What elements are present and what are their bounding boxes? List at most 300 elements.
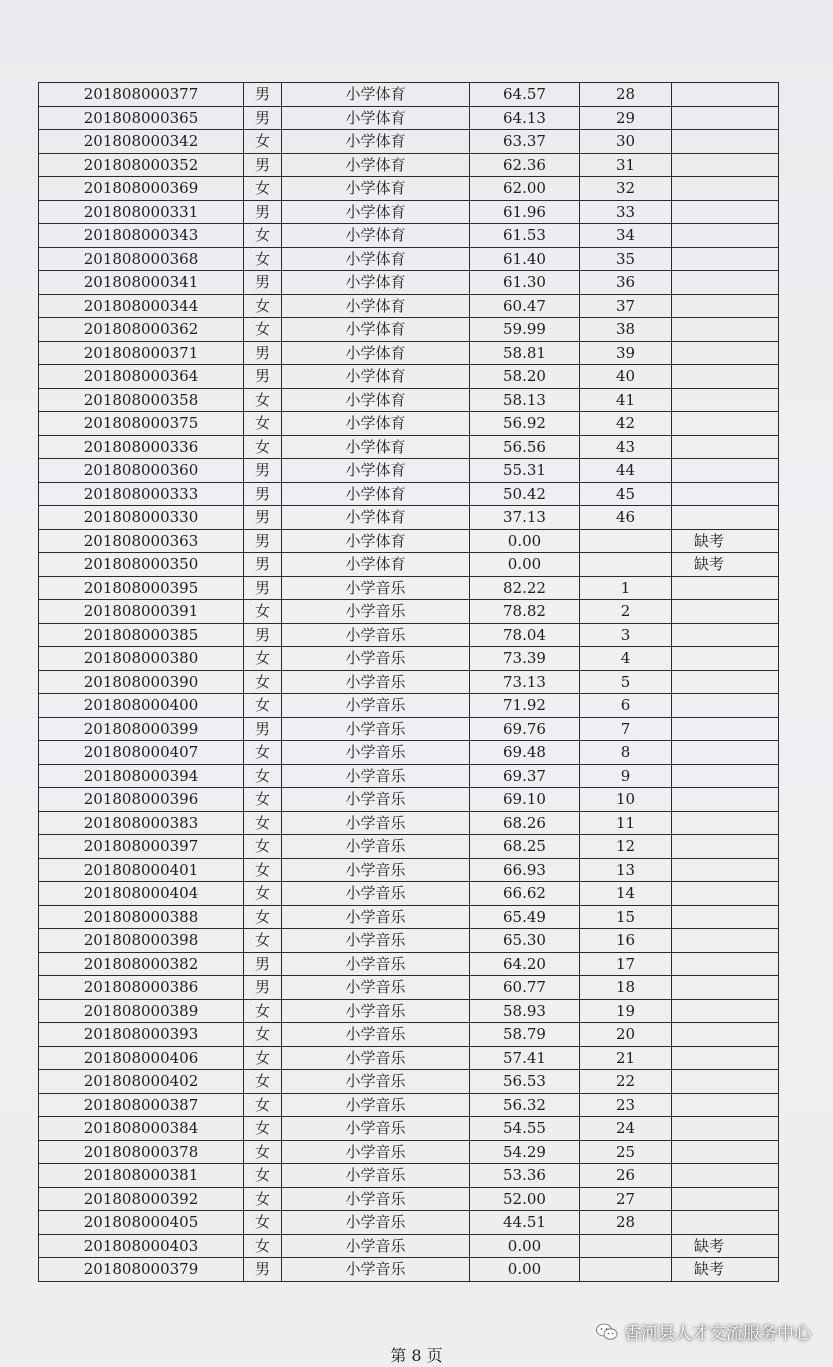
rank-cell: 7 xyxy=(580,717,672,741)
candidate-id-cell: 201808000407 xyxy=(39,741,244,765)
rank-cell: 26 xyxy=(580,1164,672,1188)
rank-cell: 16 xyxy=(580,929,672,953)
remark-cell xyxy=(672,623,779,647)
sex-cell: 女 xyxy=(244,999,282,1023)
score-table xyxy=(38,82,779,1282)
subject-cell: 小学音乐 xyxy=(282,1070,470,1094)
candidate-id-cell: 201808000342 xyxy=(39,130,244,154)
rank-cell xyxy=(580,1258,672,1282)
subject-cell: 小学音乐 xyxy=(282,576,470,600)
rank-cell: 12 xyxy=(580,835,672,859)
sex-cell: 女 xyxy=(244,858,282,882)
candidate-id-cell: 201808000381 xyxy=(39,1164,244,1188)
sex-cell: 女 xyxy=(244,835,282,859)
rank-cell xyxy=(580,1234,672,1258)
subject-cell: 小学音乐 xyxy=(282,835,470,859)
score-cell: 65.30 xyxy=(470,929,580,953)
candidate-id-cell: 201808000362 xyxy=(39,318,244,342)
remark-cell xyxy=(672,1046,779,1070)
score-cell: 69.37 xyxy=(470,764,580,788)
rank-cell: 14 xyxy=(580,882,672,906)
table-row xyxy=(39,106,779,130)
score-cell: 60.47 xyxy=(470,294,580,318)
score-cell: 61.40 xyxy=(470,247,580,271)
score-cell: 61.53 xyxy=(470,224,580,248)
remark-cell xyxy=(672,929,779,953)
rank-cell: 15 xyxy=(580,905,672,929)
subject-cell: 小学体育 xyxy=(282,341,470,365)
rank-cell: 38 xyxy=(580,318,672,342)
subject-cell: 小学音乐 xyxy=(282,647,470,671)
candidate-id-cell: 201808000343 xyxy=(39,224,244,248)
sex-cell: 女 xyxy=(244,294,282,318)
remark-cell xyxy=(672,1164,779,1188)
candidate-id-cell: 201808000387 xyxy=(39,1093,244,1117)
remark-cell xyxy=(672,318,779,342)
score-cell: 0.00 xyxy=(470,1234,580,1258)
remark-cell xyxy=(672,858,779,882)
candidate-id-cell: 201808000358 xyxy=(39,388,244,412)
table-row xyxy=(39,200,779,224)
table-row xyxy=(39,365,779,389)
subject-cell: 小学体育 xyxy=(282,153,470,177)
rank-cell: 42 xyxy=(580,412,672,436)
table-body xyxy=(39,83,779,1282)
sex-cell: 女 xyxy=(244,1046,282,1070)
sex-cell: 女 xyxy=(244,1117,282,1141)
table-row xyxy=(39,1234,779,1258)
table-row xyxy=(39,435,779,459)
remark-cell xyxy=(672,506,779,530)
candidate-id-cell: 201808000390 xyxy=(39,670,244,694)
score-cell: 0.00 xyxy=(470,529,580,553)
score-cell: 66.62 xyxy=(470,882,580,906)
rank-cell: 4 xyxy=(580,647,672,671)
score-cell: 37.13 xyxy=(470,506,580,530)
table-row xyxy=(39,858,779,882)
sex-cell: 女 xyxy=(244,1093,282,1117)
subject-cell: 小学音乐 xyxy=(282,764,470,788)
remark-cell xyxy=(672,83,779,107)
remark-cell xyxy=(672,1140,779,1164)
candidate-id-cell: 201808000393 xyxy=(39,1023,244,1047)
rank-cell: 3 xyxy=(580,623,672,647)
rank-cell: 28 xyxy=(580,1211,672,1235)
sex-cell: 女 xyxy=(244,811,282,835)
remark-cell: 缺考 xyxy=(672,553,779,577)
score-cell: 61.30 xyxy=(470,271,580,295)
candidate-id-cell: 201808000384 xyxy=(39,1117,244,1141)
subject-cell: 小学音乐 xyxy=(282,1234,470,1258)
subject-cell: 小学音乐 xyxy=(282,1140,470,1164)
candidate-id-cell: 201808000399 xyxy=(39,717,244,741)
table-row xyxy=(39,670,779,694)
subject-cell: 小学音乐 xyxy=(282,600,470,624)
sex-cell: 女 xyxy=(244,1023,282,1047)
subject-cell: 小学音乐 xyxy=(282,623,470,647)
candidate-id-cell: 201808000395 xyxy=(39,576,244,600)
table-row xyxy=(39,294,779,318)
sex-cell: 男 xyxy=(244,106,282,130)
sex-cell: 男 xyxy=(244,506,282,530)
subject-cell: 小学体育 xyxy=(282,224,470,248)
table-row xyxy=(39,929,779,953)
score-cell: 54.55 xyxy=(470,1117,580,1141)
sex-cell: 男 xyxy=(244,83,282,107)
candidate-id-cell: 201808000364 xyxy=(39,365,244,389)
candidate-id-cell: 201808000394 xyxy=(39,764,244,788)
candidate-id-cell: 201808000404 xyxy=(39,882,244,906)
rank-cell: 10 xyxy=(580,788,672,812)
remark-cell xyxy=(672,952,779,976)
table-row xyxy=(39,412,779,436)
subject-cell: 小学音乐 xyxy=(282,999,470,1023)
remark-cell: 缺考 xyxy=(672,1258,779,1282)
subject-cell: 小学体育 xyxy=(282,247,470,271)
subject-cell: 小学音乐 xyxy=(282,1046,470,1070)
table-row xyxy=(39,482,779,506)
watermark-text: 香河县人才交流服务中心 xyxy=(624,1324,811,1344)
page-number: 第 8 页 xyxy=(390,1346,443,1365)
table-row xyxy=(39,905,779,929)
sex-cell: 男 xyxy=(244,717,282,741)
sex-cell: 女 xyxy=(244,1140,282,1164)
score-cell: 56.56 xyxy=(470,435,580,459)
sex-cell: 男 xyxy=(244,952,282,976)
sex-cell: 女 xyxy=(244,412,282,436)
wechat-icon xyxy=(596,1323,618,1341)
remark-cell xyxy=(672,1023,779,1047)
sex-cell: 男 xyxy=(244,271,282,295)
candidate-id-cell: 201808000397 xyxy=(39,835,244,859)
remark-cell: 缺考 xyxy=(672,1234,779,1258)
subject-cell: 小学音乐 xyxy=(282,1023,470,1047)
table-row xyxy=(39,1093,779,1117)
candidate-id-cell: 201808000401 xyxy=(39,858,244,882)
subject-cell: 小学音乐 xyxy=(282,1211,470,1235)
score-cell: 44.51 xyxy=(470,1211,580,1235)
subject-cell: 小学音乐 xyxy=(282,929,470,953)
rank-cell: 44 xyxy=(580,459,672,483)
subject-cell: 小学体育 xyxy=(282,482,470,506)
rank-cell: 34 xyxy=(580,224,672,248)
sex-cell: 女 xyxy=(244,130,282,154)
remark-cell xyxy=(672,1070,779,1094)
score-cell: 68.26 xyxy=(470,811,580,835)
score-cell: 52.00 xyxy=(470,1187,580,1211)
subject-cell: 小学音乐 xyxy=(282,811,470,835)
sex-cell: 女 xyxy=(244,224,282,248)
candidate-id-cell: 201808000391 xyxy=(39,600,244,624)
table-row xyxy=(39,130,779,154)
candidate-id-cell: 201808000389 xyxy=(39,999,244,1023)
candidate-id-cell: 201808000341 xyxy=(39,271,244,295)
table-row xyxy=(39,952,779,976)
remark-cell xyxy=(672,412,779,436)
remark-cell xyxy=(672,435,779,459)
subject-cell: 小学体育 xyxy=(282,388,470,412)
sex-cell: 女 xyxy=(244,882,282,906)
subject-cell: 小学音乐 xyxy=(282,976,470,1000)
sex-cell: 女 xyxy=(244,905,282,929)
subject-cell: 小学体育 xyxy=(282,365,470,389)
table-row xyxy=(39,83,779,107)
subject-cell: 小学音乐 xyxy=(282,952,470,976)
candidate-id-cell: 201808000392 xyxy=(39,1187,244,1211)
score-cell: 60.77 xyxy=(470,976,580,1000)
table-row xyxy=(39,224,779,248)
table-row xyxy=(39,247,779,271)
score-cell: 71.92 xyxy=(470,694,580,718)
remark-cell xyxy=(672,388,779,412)
score-cell: 61.96 xyxy=(470,200,580,224)
subject-cell: 小学体育 xyxy=(282,412,470,436)
candidate-id-cell: 201808000368 xyxy=(39,247,244,271)
remark-cell xyxy=(672,271,779,295)
score-cell: 78.82 xyxy=(470,600,580,624)
rank-cell: 17 xyxy=(580,952,672,976)
rank-cell: 9 xyxy=(580,764,672,788)
score-cell: 58.93 xyxy=(470,999,580,1023)
sex-cell: 女 xyxy=(244,1070,282,1094)
sex-cell: 男 xyxy=(244,200,282,224)
rank-cell: 1 xyxy=(580,576,672,600)
score-cell: 82.22 xyxy=(470,576,580,600)
candidate-id-cell: 201808000344 xyxy=(39,294,244,318)
score-cell: 56.32 xyxy=(470,1093,580,1117)
score-cell: 62.36 xyxy=(470,153,580,177)
remark-cell xyxy=(672,1187,779,1211)
table-row xyxy=(39,1187,779,1211)
remark-cell xyxy=(672,459,779,483)
rank-cell xyxy=(580,529,672,553)
table-row xyxy=(39,788,779,812)
candidate-id-cell: 201808000400 xyxy=(39,694,244,718)
rank-cell xyxy=(580,553,672,577)
candidate-id-cell: 201808000365 xyxy=(39,106,244,130)
score-cell: 0.00 xyxy=(470,1258,580,1282)
score-cell: 62.00 xyxy=(470,177,580,201)
candidate-id-cell: 201808000379 xyxy=(39,1258,244,1282)
score-cell: 53.36 xyxy=(470,1164,580,1188)
score-cell: 64.20 xyxy=(470,952,580,976)
rank-cell: 31 xyxy=(580,153,672,177)
subject-cell: 小学体育 xyxy=(282,271,470,295)
sex-cell: 男 xyxy=(244,341,282,365)
remark-cell xyxy=(672,835,779,859)
table-row xyxy=(39,1164,779,1188)
candidate-id-cell: 201808000380 xyxy=(39,647,244,671)
watermark xyxy=(596,1319,811,1344)
subject-cell: 小学音乐 xyxy=(282,858,470,882)
candidate-id-cell: 201808000385 xyxy=(39,623,244,647)
candidate-id-cell: 201808000360 xyxy=(39,459,244,483)
table-row xyxy=(39,694,779,718)
sex-cell: 男 xyxy=(244,976,282,1000)
sex-cell: 女 xyxy=(244,741,282,765)
table-row xyxy=(39,1211,779,1235)
subject-cell: 小学音乐 xyxy=(282,670,470,694)
score-cell: 66.93 xyxy=(470,858,580,882)
sex-cell: 女 xyxy=(244,1164,282,1188)
score-cell: 50.42 xyxy=(470,482,580,506)
rank-cell: 37 xyxy=(580,294,672,318)
sex-cell: 女 xyxy=(244,435,282,459)
remark-cell xyxy=(672,482,779,506)
rank-cell: 30 xyxy=(580,130,672,154)
remark-cell xyxy=(672,788,779,812)
rank-cell: 29 xyxy=(580,106,672,130)
rank-cell: 21 xyxy=(580,1046,672,1070)
subject-cell: 小学音乐 xyxy=(282,1187,470,1211)
table-row xyxy=(39,1258,779,1282)
table-row xyxy=(39,882,779,906)
rank-cell: 46 xyxy=(580,506,672,530)
rank-cell: 40 xyxy=(580,365,672,389)
score-cell: 64.57 xyxy=(470,83,580,107)
rank-cell: 20 xyxy=(580,1023,672,1047)
remark-cell xyxy=(672,670,779,694)
rank-cell: 23 xyxy=(580,1093,672,1117)
table-row xyxy=(39,271,779,295)
table-row xyxy=(39,1046,779,1070)
remark-cell xyxy=(672,247,779,271)
remark-cell xyxy=(672,106,779,130)
sex-cell: 女 xyxy=(244,247,282,271)
remark-cell: 缺考 xyxy=(672,529,779,553)
rank-cell: 18 xyxy=(580,976,672,1000)
remark-cell xyxy=(672,647,779,671)
subject-cell: 小学音乐 xyxy=(282,1093,470,1117)
sex-cell: 男 xyxy=(244,365,282,389)
score-cell: 69.10 xyxy=(470,788,580,812)
candidate-id-cell: 201808000383 xyxy=(39,811,244,835)
score-cell: 57.41 xyxy=(470,1046,580,1070)
sex-cell: 女 xyxy=(244,388,282,412)
sex-cell: 女 xyxy=(244,764,282,788)
sex-cell: 女 xyxy=(244,177,282,201)
remark-cell xyxy=(672,976,779,1000)
score-cell: 56.53 xyxy=(470,1070,580,1094)
table-row xyxy=(39,1117,779,1141)
sex-cell: 男 xyxy=(244,459,282,483)
table-row xyxy=(39,341,779,365)
rank-cell: 36 xyxy=(580,271,672,295)
score-cell: 78.04 xyxy=(470,623,580,647)
score-cell: 58.79 xyxy=(470,1023,580,1047)
remark-cell xyxy=(672,1211,779,1235)
score-cell: 73.39 xyxy=(470,647,580,671)
rank-cell: 28 xyxy=(580,83,672,107)
candidate-id-cell: 201808000331 xyxy=(39,200,244,224)
table-row xyxy=(39,623,779,647)
subject-cell: 小学体育 xyxy=(282,200,470,224)
remark-cell xyxy=(672,811,779,835)
candidate-id-cell: 201808000386 xyxy=(39,976,244,1000)
candidate-id-cell: 201808000402 xyxy=(39,1070,244,1094)
candidate-id-cell: 201808000396 xyxy=(39,788,244,812)
score-cell: 58.20 xyxy=(470,365,580,389)
remark-cell xyxy=(672,600,779,624)
rank-cell: 33 xyxy=(580,200,672,224)
rank-cell: 32 xyxy=(580,177,672,201)
subject-cell: 小学音乐 xyxy=(282,1117,470,1141)
remark-cell xyxy=(672,341,779,365)
table-row xyxy=(39,506,779,530)
score-cell: 73.13 xyxy=(470,670,580,694)
sex-cell: 女 xyxy=(244,318,282,342)
score-cell: 59.99 xyxy=(470,318,580,342)
table-row xyxy=(39,576,779,600)
table-row xyxy=(39,388,779,412)
score-cell: 65.49 xyxy=(470,905,580,929)
subject-cell: 小学体育 xyxy=(282,435,470,459)
subject-cell: 小学音乐 xyxy=(282,694,470,718)
rank-cell: 39 xyxy=(580,341,672,365)
rank-cell: 35 xyxy=(580,247,672,271)
sex-cell: 女 xyxy=(244,1211,282,1235)
table-row xyxy=(39,600,779,624)
subject-cell: 小学体育 xyxy=(282,506,470,530)
rank-cell: 25 xyxy=(580,1140,672,1164)
candidate-id-cell: 201808000336 xyxy=(39,435,244,459)
table-row xyxy=(39,741,779,765)
score-cell: 0.00 xyxy=(470,553,580,577)
table-row xyxy=(39,811,779,835)
candidate-id-cell: 201808000382 xyxy=(39,952,244,976)
candidate-id-cell: 201808000371 xyxy=(39,341,244,365)
candidate-id-cell: 201808000350 xyxy=(39,553,244,577)
remark-cell xyxy=(672,741,779,765)
rank-cell: 6 xyxy=(580,694,672,718)
subject-cell: 小学音乐 xyxy=(282,717,470,741)
rank-cell: 2 xyxy=(580,600,672,624)
table-row xyxy=(39,553,779,577)
remark-cell xyxy=(672,576,779,600)
table-row xyxy=(39,1023,779,1047)
candidate-id-cell: 201808000333 xyxy=(39,482,244,506)
rank-cell: 13 xyxy=(580,858,672,882)
table-row xyxy=(39,764,779,788)
score-cell: 58.13 xyxy=(470,388,580,412)
subject-cell: 小学体育 xyxy=(282,553,470,577)
subject-cell: 小学音乐 xyxy=(282,905,470,929)
candidate-id-cell: 201808000375 xyxy=(39,412,244,436)
subject-cell: 小学体育 xyxy=(282,529,470,553)
rank-cell: 11 xyxy=(580,811,672,835)
sex-cell: 男 xyxy=(244,153,282,177)
candidate-id-cell: 201808000363 xyxy=(39,529,244,553)
rank-cell: 19 xyxy=(580,999,672,1023)
sex-cell: 女 xyxy=(244,1234,282,1258)
table-row xyxy=(39,459,779,483)
sex-cell: 女 xyxy=(244,600,282,624)
sex-cell: 女 xyxy=(244,670,282,694)
sex-cell: 女 xyxy=(244,647,282,671)
subject-cell: 小学音乐 xyxy=(282,1258,470,1282)
table-row xyxy=(39,717,779,741)
remark-cell xyxy=(672,882,779,906)
table-row xyxy=(39,1140,779,1164)
subject-cell: 小学体育 xyxy=(282,294,470,318)
candidate-id-cell: 201808000406 xyxy=(39,1046,244,1070)
remark-cell xyxy=(672,130,779,154)
rank-cell: 45 xyxy=(580,482,672,506)
table-row xyxy=(39,318,779,342)
score-cell: 69.48 xyxy=(470,741,580,765)
candidate-id-cell: 201808000398 xyxy=(39,929,244,953)
sex-cell: 男 xyxy=(244,623,282,647)
